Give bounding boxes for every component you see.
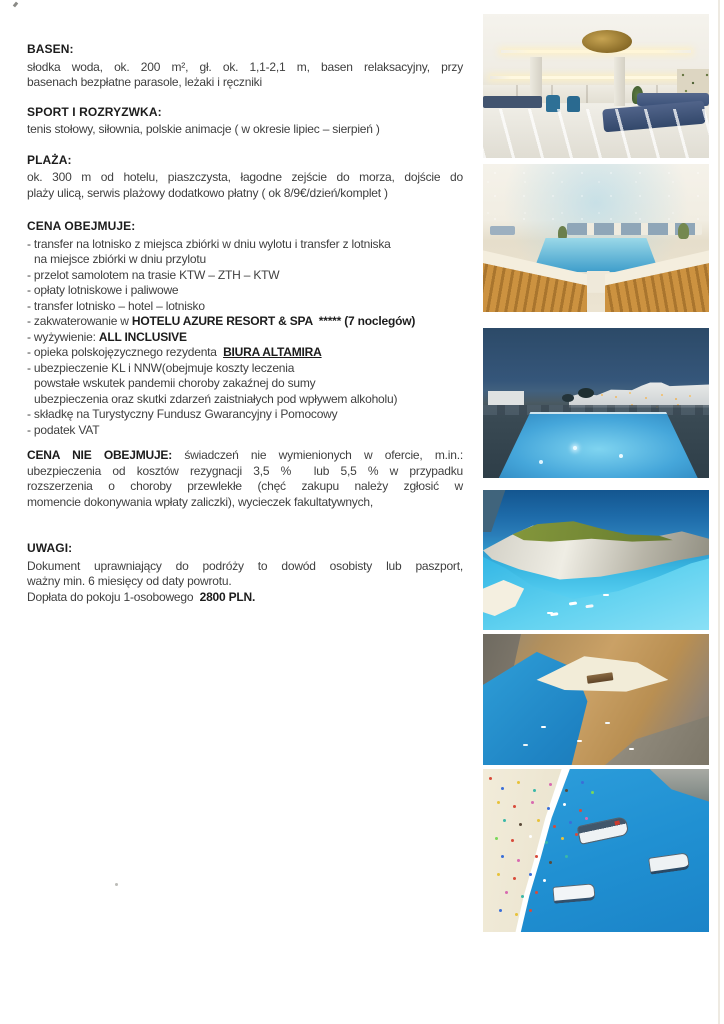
tour-boat xyxy=(577,816,630,845)
text-line: ubezpieczenia od kosztów rezygnacji 3,5 % lub 5,5 % w przypadku xyxy=(27,463,463,478)
section-cena-nie-obejmuje xyxy=(27,448,463,510)
section-plaza xyxy=(27,153,463,202)
boat xyxy=(552,883,595,904)
scan-speck xyxy=(13,2,19,8)
marble-floor-reflections xyxy=(483,109,709,158)
uwagi-heading: UWAGI: xyxy=(27,541,73,555)
window xyxy=(490,226,515,235)
sport-heading: SPORT I ROZRYZWKA: xyxy=(27,104,162,119)
photo-indoor-pool xyxy=(483,164,709,312)
bullet-line: powstałe wskutek pandemii choroby zakaźnej do sumy xyxy=(34,376,316,390)
foreground-rock xyxy=(605,697,709,765)
foreground-rock xyxy=(483,490,524,532)
pillar xyxy=(614,57,625,106)
section-sport xyxy=(27,105,463,138)
biura-altamira-bold-underline: BIURA ALTAMIRA xyxy=(223,345,322,359)
potted-plant xyxy=(678,223,689,239)
bullet-text: - opieka polskojęzycznego rezydenta xyxy=(27,345,224,359)
text-span: świadczeń nie wymienionych w ofercie, m.in.: xyxy=(172,448,463,462)
offer-text-column xyxy=(27,42,463,605)
text-line: basenach bezpłatne parasole, leżaki i ręczniki xyxy=(27,75,262,89)
bullet-text: - zakwaterowanie w xyxy=(27,314,132,328)
hotel-building xyxy=(488,391,524,405)
scan-edge-artifact xyxy=(718,0,720,1024)
ceiling-cove-light xyxy=(490,76,702,79)
bullet-line: - składkę na Turystyczny Fundusz Gwarancyjny i Pomocowy xyxy=(27,407,338,421)
section-cena-obejmuje xyxy=(27,219,463,438)
text-line xyxy=(27,448,463,464)
bullet-line: - transfer na lotnisko z miejsca zbiórki w dniu wylotu i transfer z lotniska xyxy=(27,236,391,251)
bullet-line: - przelot samolotem na trasie KTW – ZTH – KTW xyxy=(27,267,280,282)
text-line: plaży ulicą, serwis plażowy dodatkowo płatny ( ok 8/9€/dzień/komplet ) xyxy=(27,185,388,200)
text-span: Dopłata do pokoju 1-osobowego xyxy=(27,589,200,604)
sand-beach xyxy=(483,769,619,932)
bullet-line: na miejsce zbiórki w dniu przylotu xyxy=(34,252,206,266)
tree-silhouette xyxy=(578,388,594,398)
bullet-line: - opłaty lotniskowe i paliwowe xyxy=(27,283,179,297)
underwater-lights xyxy=(573,446,577,450)
photo-navagio-cove-cliffs xyxy=(483,634,709,765)
illuminated-pool xyxy=(499,412,698,479)
text-line xyxy=(27,590,463,606)
cena-heading: CENA OBEJMUJE: xyxy=(27,219,136,233)
photo-hotel-lobby xyxy=(483,14,709,158)
boats xyxy=(603,594,609,596)
cliff-corner xyxy=(637,769,709,802)
plaza-heading: PLAŻA: xyxy=(27,152,72,167)
blue-bench xyxy=(483,96,542,108)
warm-window-lights xyxy=(601,394,603,396)
bullet-line: - ubezpieczenie KL i NNW(obejmuje koszty leczenia xyxy=(27,360,295,375)
scan-speck xyxy=(115,883,118,886)
bullet-line: ubezpieczenia oraz skutki zdarzeń zaistniałych pod wpływem alkoholu) xyxy=(34,391,398,406)
gold-ceiling-disc xyxy=(582,30,632,53)
tree-silhouette xyxy=(562,394,574,402)
section-uwagi xyxy=(27,541,463,605)
all-inclusive-bold: ALL INCLUSIVE xyxy=(98,329,187,344)
bullet-line xyxy=(27,330,463,346)
photo-column xyxy=(483,14,709,932)
text-line: tenis stołowy, siłownia, polskie animacje ( w okresie lipiec – sierpień ) xyxy=(27,122,380,136)
bullet-line xyxy=(27,314,463,330)
text-line: rozszerzenia o choroby przewlekłe (chęć zakupu należy zgłosić w xyxy=(27,479,463,493)
section-basen xyxy=(27,42,463,91)
cena-nie-heading-inline: CENA NIE OBEJMUJE: xyxy=(27,448,173,462)
text-line: momencie dokonywania wpłaty zaliczki), wycieczek fakultatywnych, xyxy=(27,494,374,509)
bullet-line: - podatek VAT xyxy=(27,422,100,437)
hotel-name-bold: HOTELU AZURE RESORT & SPA ***** (7 noclegów) xyxy=(131,314,416,328)
boat xyxy=(648,852,690,874)
price-bold: 2800 PLN. xyxy=(199,589,256,604)
photo-outdoor-pool-night xyxy=(483,328,709,478)
basen-heading: BASEN: xyxy=(27,42,74,56)
bullet-line xyxy=(27,345,463,361)
photo-beach-crowd-boats xyxy=(483,769,709,932)
bullet-line: - transfer lotnisko – hotel – lotnisko xyxy=(27,298,205,313)
bullet-text: - wyżywienie: xyxy=(27,329,99,344)
text-line: słodka woda, ok. 200 m², gł. ok. 1,1-2,1 m, basen relaksacyjny, przy xyxy=(27,59,463,74)
text-line: ważny min. 6 miesięcy od daty powrotu. xyxy=(27,574,232,588)
text-line: ok. 300 m od hotelu, piaszczysta, łagodne zejście do morza, dojście do xyxy=(27,170,463,184)
beachgoers-dots xyxy=(489,777,492,780)
text-line: Dokument uprawniający do podróży to dowód osobisty lub paszport, xyxy=(27,558,463,573)
boats xyxy=(541,726,546,728)
photo-navagio-beach-aerial xyxy=(483,490,709,630)
